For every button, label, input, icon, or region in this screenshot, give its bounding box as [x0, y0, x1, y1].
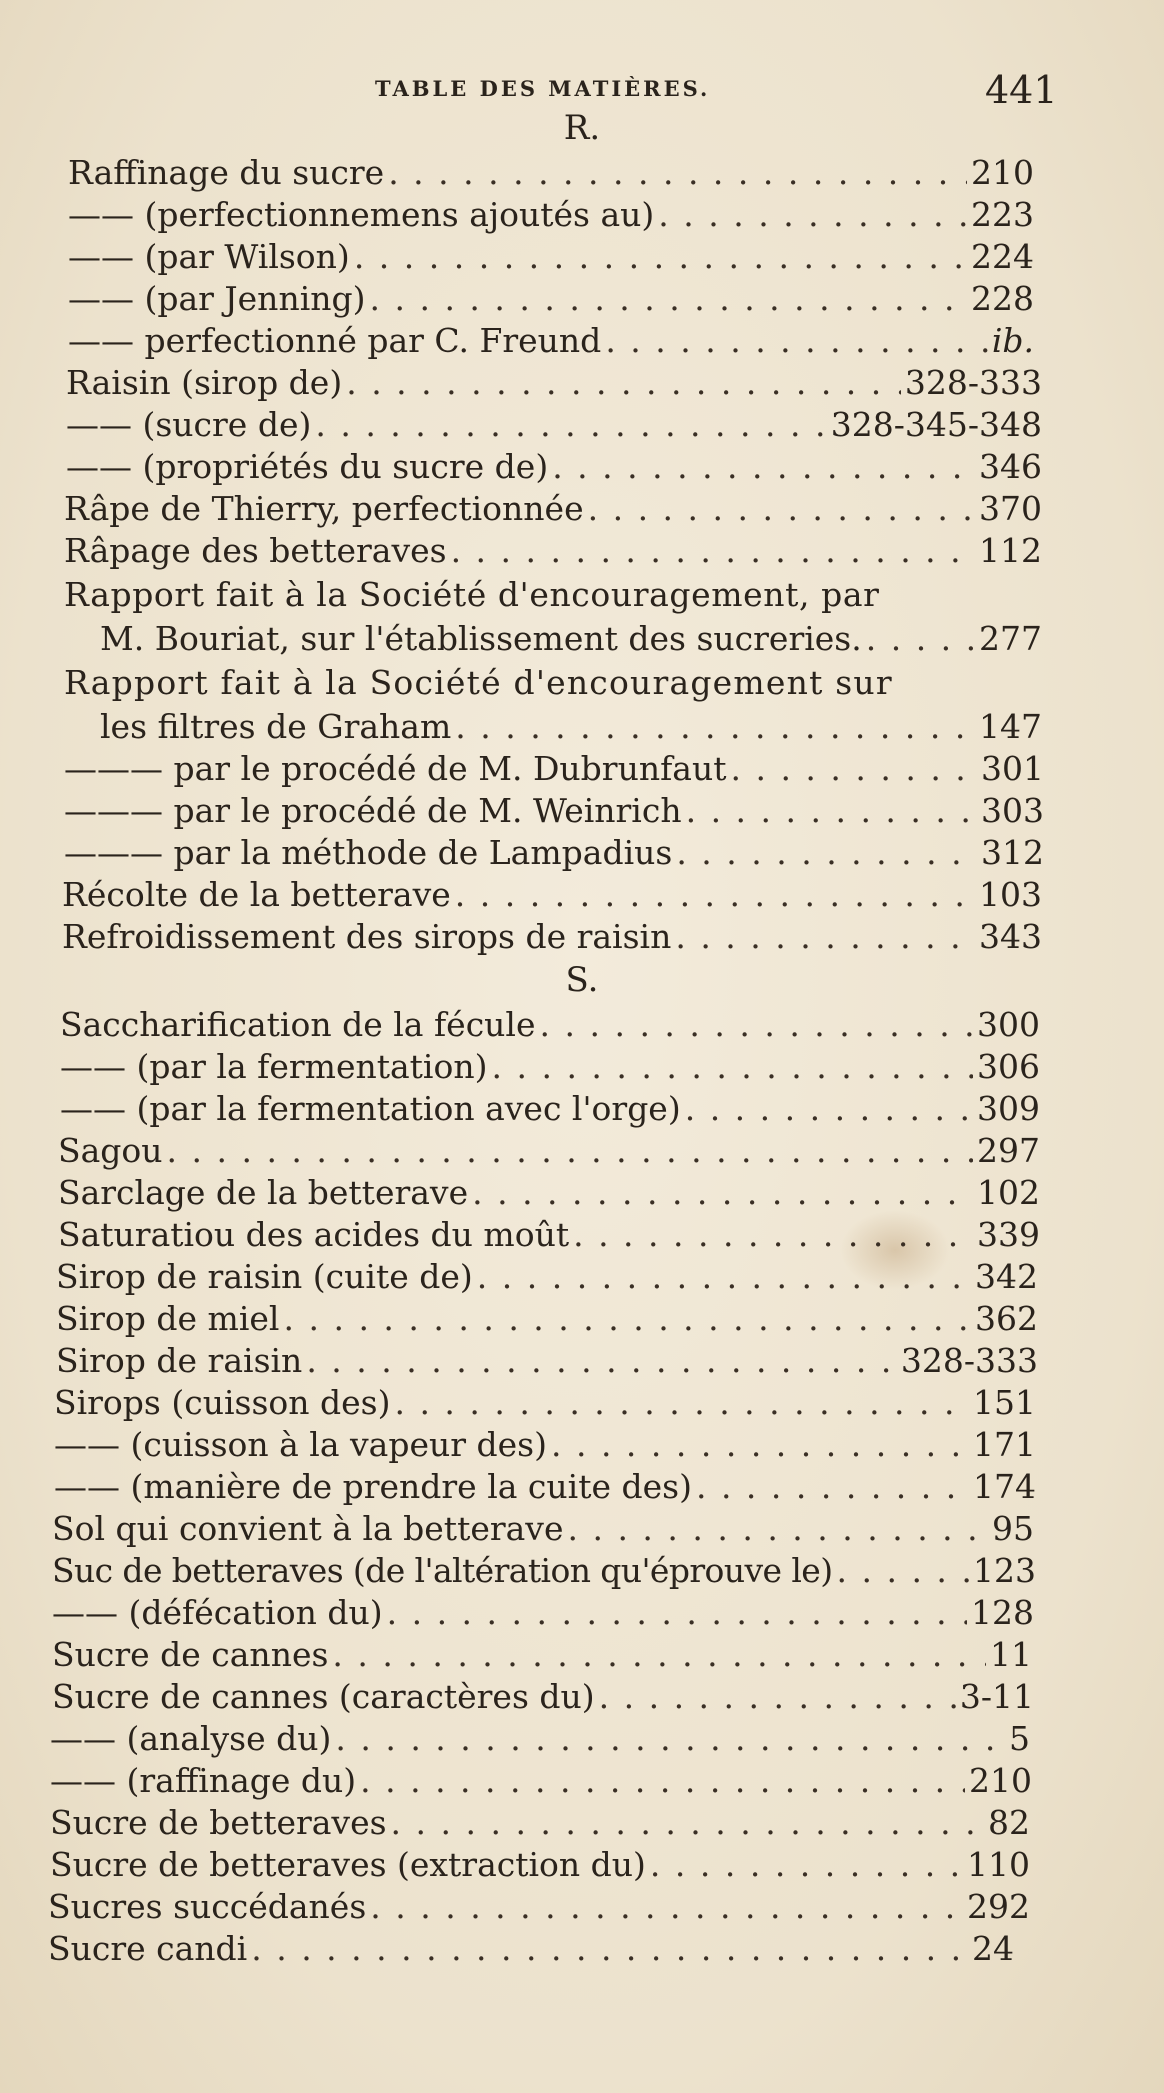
- index-entry: Sirop de miel . . . 362: [56, 1298, 1038, 1340]
- index-entry: Suc de betteraves (de l'altération qu'éprouve le) . . . 123: [52, 1550, 1036, 1592]
- index-entry: Sarclage de la betterave . . . 102: [58, 1172, 1040, 1214]
- index-entry: Sucre de betteraves (extraction du) . . . 110: [50, 1844, 1030, 1886]
- index-entry: Sucre de betteraves . . . 82: [50, 1802, 1030, 1844]
- index-entry: Sagou . . . 297: [58, 1130, 1040, 1172]
- index-entry: Saccharification de la fécule . . . 300: [60, 1004, 1040, 1046]
- page-number: 441: [985, 68, 1058, 112]
- index-entry: —— (analyse du) . . . 5: [50, 1718, 1030, 1760]
- index-entry: ——— par le procédé de M. Weinrich . . . 303: [64, 790, 1044, 832]
- index-entry: Sirop de raisin (cuite de) . . . 342: [56, 1256, 1038, 1298]
- index-entry: Raffinage du sucre . . . 210: [68, 152, 1034, 194]
- section-letter-s: S.: [565, 960, 599, 1000]
- index-entry: Sucres succédanés . . . 292: [48, 1886, 1030, 1928]
- index-entry: ——— par le procédé de M. Dubrunfaut . . . 301: [64, 748, 1044, 790]
- index-entry-continued: Rapport fait à la Société d'encouragement sur: [64, 663, 893, 702]
- index-entry: les filtres de Graham . . . 147: [100, 706, 1042, 748]
- index-entry: Sirop de raisin . . . 328-333: [56, 1340, 1038, 1382]
- index-entry: Raisin (sirop de) . . . 328-333: [66, 362, 1042, 404]
- page-header: [0, 68, 1164, 112]
- index-entry: —— (propriétés du sucre de) . . . 346: [66, 446, 1042, 488]
- index-entry: Sucre candi . . . 24: [48, 1928, 1014, 1970]
- index-entry-continued: Rapport fait à la Société d'encouragement, par: [64, 575, 880, 614]
- index-entry: M. Bouriat, sur l'établissement des sucreries. . . . 277: [100, 618, 1042, 660]
- index-entry: Refroidissement des sirops de raisin . . . 343: [62, 916, 1042, 958]
- index-entry: Sirops (cuisson des) . . . 151: [54, 1382, 1036, 1424]
- index-entry: —— (sucre de) . . . 328-345-348: [66, 404, 1042, 446]
- index-entry: —— (par la fermentation avec l'orge) . . . 309: [60, 1088, 1040, 1130]
- index-entry: Saturatiou des acides du moût . . . 339: [58, 1214, 1040, 1256]
- index-entry: —— perfectionné par C. Freund . . . ib.: [68, 320, 1034, 362]
- index-entry: —— (cuisson à la vapeur des) . . . 171: [54, 1424, 1036, 1466]
- index-entry: —— (défécation du) . . . 128: [52, 1592, 1034, 1634]
- index-entry: —— (manière de prendre la cuite des) . . . 174: [54, 1466, 1036, 1508]
- running-title: TABLE DES MATIÈRES.: [375, 76, 711, 101]
- index-entry: —— (par la fermentation) . . . 306: [60, 1046, 1040, 1088]
- index-entry: Sucre de cannes (caractères du) . . . 3-11: [52, 1676, 1034, 1718]
- index-entry: —— (raffinage du) . . . 210: [50, 1760, 1032, 1802]
- index-entry: —— (perfectionnemens ajoutés au) . . . 223: [68, 194, 1034, 236]
- index-entry: ——— par la méthode de Lampadius . . . 312: [64, 832, 1044, 874]
- index-entry: Sol qui convient à la betterave . . . 95: [52, 1508, 1034, 1550]
- index-entry: Récolte de la betterave . . . 103: [62, 874, 1042, 916]
- index-entry: Râpe de Thierry, perfectionnée . . . 370: [64, 488, 1042, 530]
- index-entry: —— (par Wilson) . . . 224: [68, 236, 1034, 278]
- section-letter-r: R.: [563, 108, 601, 148]
- index-entry: —— (par Jenning) . . . 228: [68, 278, 1034, 320]
- index-entry: Sucre de cannes . . . 11: [52, 1634, 1032, 1676]
- index-entry: Râpage des betteraves . . . 112: [64, 530, 1042, 572]
